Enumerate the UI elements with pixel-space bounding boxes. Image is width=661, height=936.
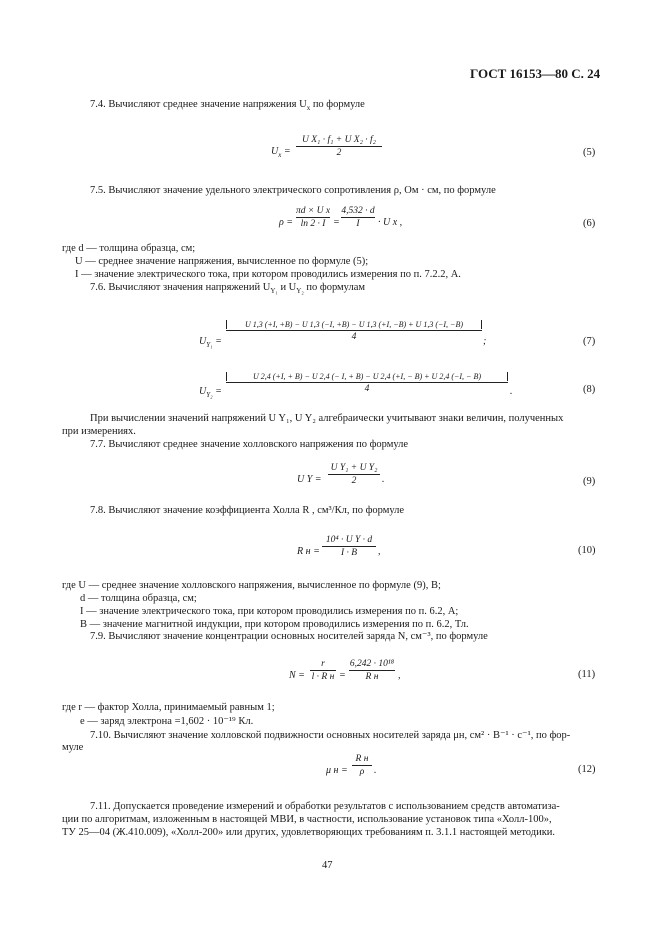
calc-note-line-1: При вычислении значений напряжений U Y₁, U Y₂ алгебраически учитывают знаки величин, полученных — [90, 413, 564, 424]
eq6-fraction-2: 4,532 · d I — [341, 206, 375, 229]
where3-line-2: e — заряд электрона =1,602 · 10⁻¹⁹ Кл. — [80, 716, 254, 727]
eq6-number: (6) — [583, 218, 596, 229]
eq12-tail: . — [374, 765, 377, 776]
eq10-tail: , — [378, 546, 381, 557]
eq7-lhs: $U_{Y_1}$ = — [199, 336, 222, 349]
paragraph-7-9: 7.9. Вычисляют значение концентрации основных носителей заряда N, см⁻³, по формуле — [90, 631, 488, 642]
paragraph-7-4: 7.4. Вычисляют среднее значение напряжения $U_x$ по формуле — [90, 99, 365, 113]
eq9-fraction: U Y₁ + U Y₂ 2 — [328, 463, 380, 486]
paragraph-7-10-line-2: муле — [62, 742, 84, 753]
page-number: 47 — [322, 860, 333, 871]
where-line-2: U — среднее значение напряжения, вычисленное по формуле (5); — [75, 256, 369, 267]
eq7-number: (7) — [583, 336, 596, 347]
eq9-number: (9) — [583, 476, 596, 487]
eq6-lhs: ρ = — [279, 217, 294, 228]
eq11-lhs: N = — [289, 670, 305, 681]
eq11-equals: = — [339, 670, 346, 681]
paragraph-7-11-line-1: 7.11. Допускается проведение измерений и обработки результатов с использованием средств автоматиза- — [90, 801, 560, 812]
eq11-fraction-1: r l · R н — [311, 659, 335, 682]
where2-line-3: I — значение электрического тока, при котором проводились измерения по п. 6.2, А; — [80, 606, 459, 617]
eq11-number: (11) — [578, 669, 596, 680]
eq6-tail: · U x , — [378, 217, 403, 228]
eq8-tail: . — [510, 386, 513, 397]
eq11-tail: , — [398, 670, 401, 681]
eq10-fraction: 10⁴ · U Y · d I · B — [322, 535, 376, 558]
paragraph-7-11-line-3: ТУ 25—04 (Ж.410.009), «Холл-200» или других, удовлетворяющих требованиям п. 3.1.1 настоящей методики. — [62, 827, 556, 838]
paragraph-7-6: 7.6. Вычисляют значения напряжений $U_{Y_1}$ и $U_{Y_2}$ по формулам — [90, 282, 366, 296]
eq11-fraction-2: 6,242 · 10¹⁸ R н — [349, 659, 395, 682]
where2-line-2: d — толщина образца, см; — [80, 593, 197, 604]
eq8-lhs: $U_{Y_2}$ = — [199, 386, 222, 399]
eq5-lhs: $U_x$ = — [271, 146, 291, 159]
eq6-fraction-1: πd × U x ln 2 · I — [296, 206, 331, 229]
eq8-fraction: U 2,4 (+I, + B) − U 2,4 (− I, + B) − U 2,4 (+I, − B) + U 2,4 (−I, − B) 4 — [226, 372, 508, 394]
eq9-tail: . — [382, 474, 385, 485]
where2-line-4: B — значение магнитной индукции, при котором проводились измерения по п. 6.2, Тл. — [80, 619, 469, 630]
eq12-fraction: R н ρ — [352, 754, 372, 777]
eq12-lhs: μ н = — [326, 765, 348, 776]
eq8-number: (8) — [583, 384, 596, 395]
where2-line-1: где U — среднее значение холловского напряжения, вычисленное по формуле (9), В; — [62, 580, 441, 591]
paragraph-7-8: 7.8. Вычисляют значение коэффициента Холла R , см³/Кл, по формуле — [90, 505, 405, 516]
eq7-tail: ; — [483, 336, 487, 347]
paragraph-7-5: 7.5. Вычисляют значение удельного электрического сопротивления ρ, Ом · см, по формуле — [90, 185, 496, 196]
paragraph-7-7: 7.7. Вычисляют среднее значение холловского напряжения по формуле — [90, 439, 409, 450]
paragraph-7-11-line-2: ции по алгоритмам, изложенным в настоящей МВИ, в частности, использование установок типа «Холл-100», — [62, 814, 552, 825]
paragraph-7-10-line-1: 7.10. Вычисляют значение холловской подвижности основных носителей заряда μн, см² · В⁻¹ · с⁻¹, по фор- — [90, 730, 571, 741]
eq10-lhs: R н = — [297, 546, 320, 557]
calc-note-line-2: при измерениях. — [62, 426, 136, 437]
eq5-number: (5) — [583, 147, 596, 158]
eq10-number: (10) — [578, 545, 596, 556]
where3-line-1: где r — фактор Холла, принимаемый равным 1; — [62, 702, 275, 713]
where-line-1: где d — толщина образца, см; — [62, 243, 196, 254]
eq5-fraction: U X₁ · f₁ + U X₂ · f₂ 2 — [296, 135, 382, 158]
eq9-lhs: U Y = — [297, 474, 322, 485]
page-header: ГОСТ 16153—80 С. 24 — [470, 66, 601, 81]
eq12-number: (12) — [578, 764, 596, 775]
eq6-equals: = — [333, 217, 340, 228]
where-line-3: I — значение электрического тока, при котором проводились измерения по п. 7.2.2, А. — [75, 269, 461, 280]
eq7-fraction: U 1,3 (+I, +B) − U 1,3 (−I, +B) − U 1,3 (+I, −B) + U 1,3 (−I, −B) 4 — [226, 320, 482, 342]
